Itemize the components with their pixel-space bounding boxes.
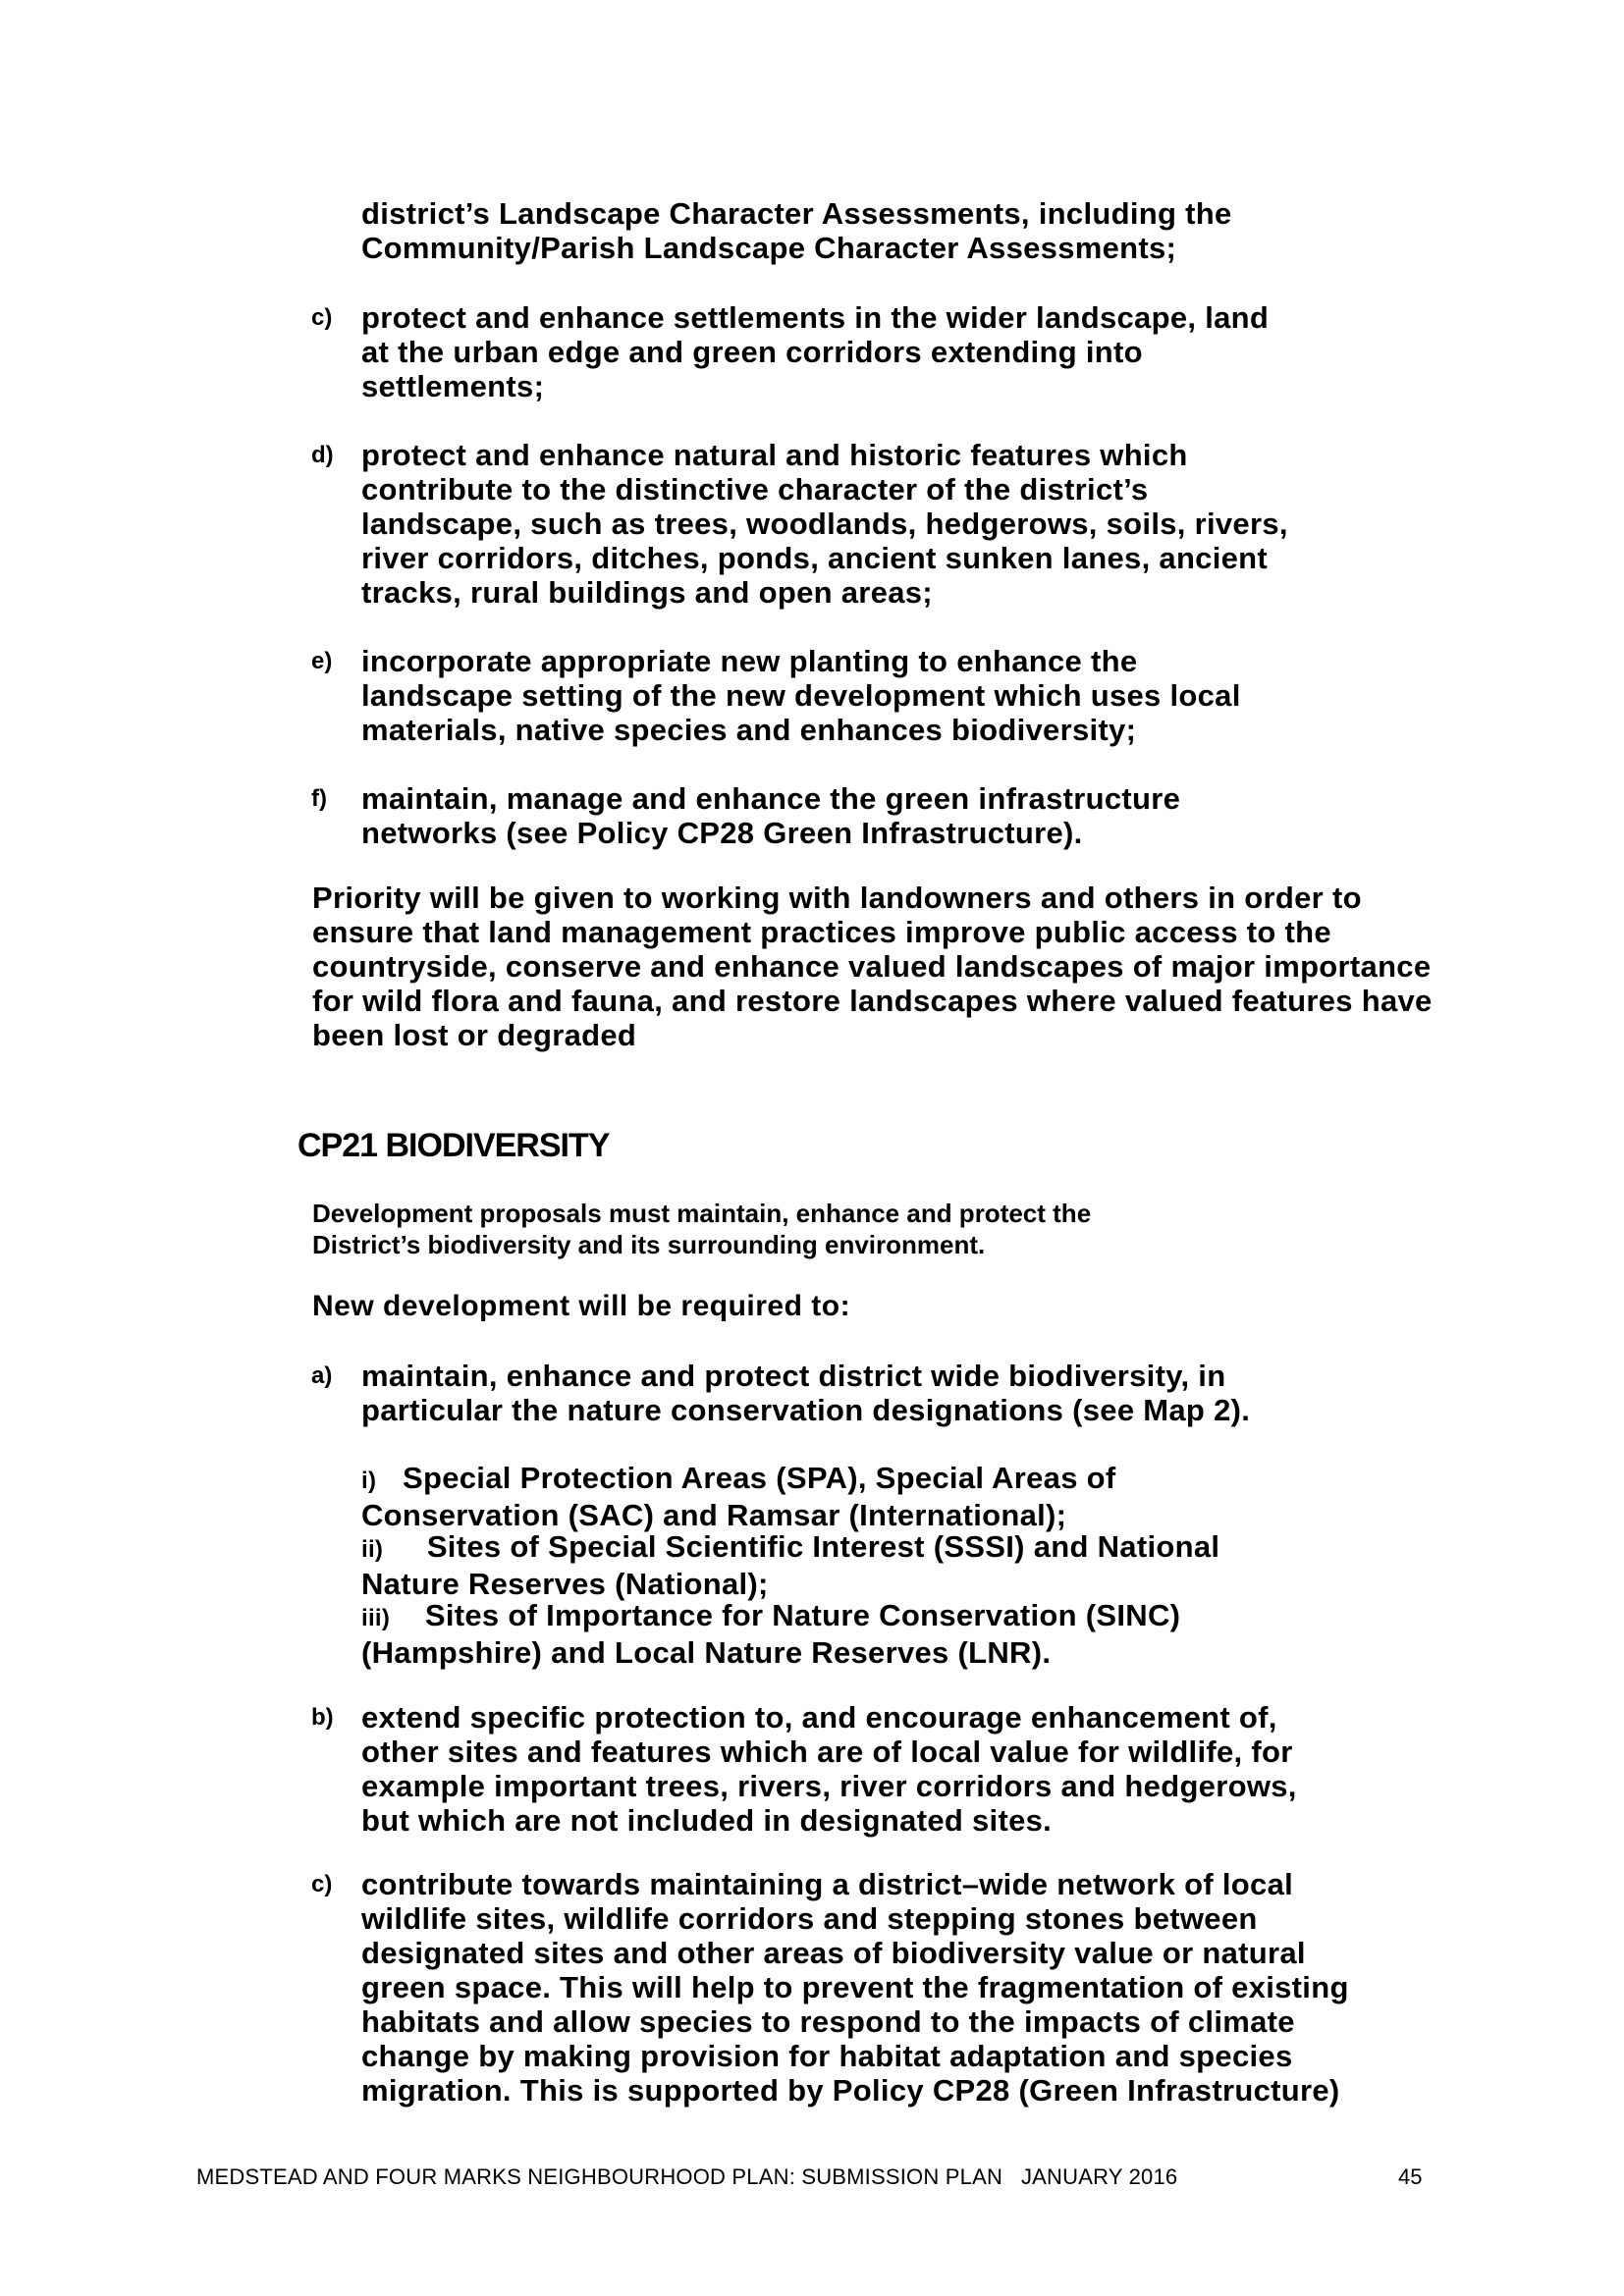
list-item-text: extend specific protection to, and encourage enhancement of, other sites and features which are of local value for wildlife, for example important trees, rivers, river corridors and hedgerows, but which are not included in designated sites. [361,1700,1297,1838]
sub-list-item-text: Sites of Special Scientific Interest (SSSI) and National Nature Reserves (National); [361,1529,1220,1601]
page-footer: MEDSTEAD AND FOUR MARKS NEIGHBOURHOOD PLAN: SUBMISSION PLAN JANUARY 2016 [196,2164,1178,2189]
list-marker: f) [311,785,327,812]
requirement-lead: New development will be required to: [312,1290,851,1322]
list-item-text: maintain, manage and enhance the green infrastructure networks (see Policy CP28 Green Infrastructure). [361,781,1181,850]
sub-list-item [361,1598,1180,1670]
list-marker: d) [311,442,334,468]
list-item-text: maintain, enhance and protect district wide biodiversity, in particular the nature conservation designations (see Map 2). [361,1359,1251,1427]
intro-paragraph: Development proposals must maintain, enhance and protect the District’s biodiversity and its surrounding environment. [312,1199,1092,1259]
section-heading: CP21 BIODIVERSITY [298,1127,610,1164]
continuation-text: district’s Landscape Character Assessments, including the Community/Parish Landscape Character Assessments; [361,196,1232,265]
sub-list-item [361,1529,1219,1601]
sub-list-marker: ii) [361,1536,384,1563]
list-marker: e) [311,648,333,674]
sub-list-item-text: Sites of Importance for Nature Conservation (SINC) (Hampshire) and Local Nature Reserves (LNR). [361,1598,1181,1670]
list-item-text: incorporate appropriate new planting to enhance the landscape setting of the new development which uses local materials, native species and enhances biodiversity; [361,644,1241,747]
list-marker: a) [311,1362,333,1389]
list-item-text: protect and enhance settlements in the wider landscape, land at the urban edge and green corridors extending into settlements; [361,300,1270,403]
page-number: 45 [1398,2164,1423,2189]
list-marker: c) [311,304,333,331]
list-marker: c) [311,1871,333,1897]
list-item-text: protect and enhance natural and historic features which contribute to the distinctive character of the district’s landscape, such as trees, woodlands, hedgerows, soils, rivers, river corridors, ditches, ponds, ancient sunken lanes, ancient tracks, rural buildings and open areas; [361,438,1288,610]
list-item-text: contribute towards maintaining a district–wide network of local wildlife sites, wildlife corridors and stepping stones between designated sites and other areas of biodiversity value or natural green space. This will help to prevent the fragmentation of existing habitats and allow species to respond to the impacts of climate change by making provision for habitat adaptation and species migration. This is supported by Policy CP28 (Green Infrastructure) [361,1867,1349,2108]
sub-list-item-text: Special Protection Areas (SPA), Special Areas of Conservation (SAC) and Ramsar (International); [361,1461,1116,1532]
sub-list-marker: i) [361,1468,377,1494]
list-marker: b) [311,1704,334,1731]
priority-paragraph: Priority will be given to working with landowners and others in order to ensure that land management practices improve public access to the countryside, conserve and enhance valued landscapes of major importance for wild flora and fauna, and restore landscapes where valued features have been lost or degraded [312,881,1433,1052]
sub-list-item [361,1461,1116,1532]
sub-list-marker: iii) [361,1605,391,1631]
